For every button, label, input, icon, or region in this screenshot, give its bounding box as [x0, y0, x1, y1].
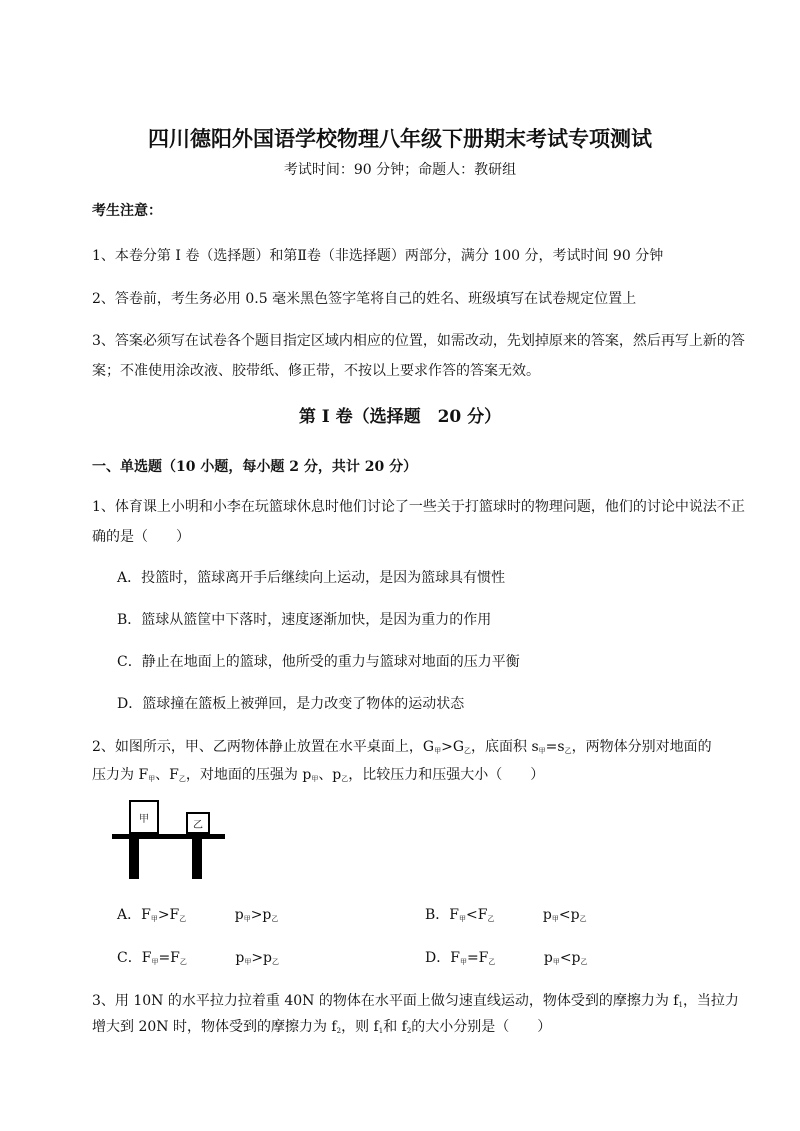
question-3-line-2: 增大到 20N 时，物体受到的摩擦力为 $f_2$，则 $f_1$和 $f_2$的大小分别是（ ） [92, 1019, 552, 1035]
question-3-line-1: 3、用 10N 的水平拉力拉着重 40N 的物体在水平面上做匀速直线运动，物体受到的摩擦力为 $f_1$，当拉力 [92, 993, 739, 1009]
exam-info: 考试时间：90 分钟；命题人：教研组 [283, 162, 517, 178]
table-figure [112, 800, 227, 880]
q2-option-c: C．$F_甲=F_乙$ $p_甲>p_乙$ [117, 950, 280, 966]
q2-option-d: D．$F_甲=F_乙$ $p_甲<p_乙$ [425, 950, 588, 966]
table-leg-left [129, 839, 139, 879]
q1-option-c: C．静止在地面上的篮球，他所受的重力与篮球对地面的压力平衡 [117, 654, 520, 670]
question-2-line-2: 压力为 $F_甲$、$F_乙$，对地面的压强为 $p_甲$、$p_乙$，比较压力和压强大小（ ） [92, 767, 545, 783]
page-title: 四川德阳外国语学校物理八年级下册期末考试专项测试 [148, 126, 652, 151]
q1-option-b: B．篮球从篮筐中下落时，速度逐渐加快，是因为重力的作用 [117, 612, 492, 628]
object-jia-box: 甲 [129, 800, 159, 834]
q2-option-a: A．$F_甲>F_乙$ $p_甲>p_乙$ [117, 907, 279, 923]
q1-option-d: D．篮球撞在篮板上被弹回，是力改变了物体的运动状态 [117, 696, 465, 712]
notes-heading: 考生注意： [92, 203, 162, 219]
question-2-line-1: 2、如图所示，甲、乙两物体静止放置在水平桌面上，$G_甲>G_乙$，底面积 $s_甲=s_乙$，两物体分别对地面的 [92, 739, 712, 755]
note-item-3: 3、答案必须写在试卷各个题目指定区域内相应的位置，如需改动，先划掉原来的答案，然后再写上新的答案；不准使用涂改液、胶带纸、修正带，不按以上要求作答的答案无效。 [92, 333, 745, 379]
part-heading: 一、单选题（10 小题，每小题 2 分，共计 20 分） [92, 459, 418, 475]
note-item-2: 2、答卷前，考生务必用 0.5 毫米黑色签字笔将自己的姓名、班级填写在试卷规定位置上 [92, 291, 637, 307]
q1-option-a: A．投篮时，篮球离开手后继续向上运动，是因为篮球具有惯性 [117, 570, 506, 586]
table-leg-right [192, 839, 202, 879]
q2-option-b: B．$F_甲<F_乙$ $p_甲<p_乙$ [425, 907, 587, 923]
note-item-1: 1、本卷分第 I 卷（选择题）和第Ⅱ卷（非选择题）两部分，满分 100 分，考试时间 90 分钟 [92, 248, 664, 264]
section-title: 第 I 卷（选择题 20 分） [298, 407, 502, 427]
object-yi-box: 乙 [186, 812, 210, 834]
question-1-stem: 1、体育课上小明和小李在玩篮球休息时他们讨论了一些关于打篮球时的物理问题，他们的讨论中说法不正确的是（ ） [92, 499, 745, 545]
